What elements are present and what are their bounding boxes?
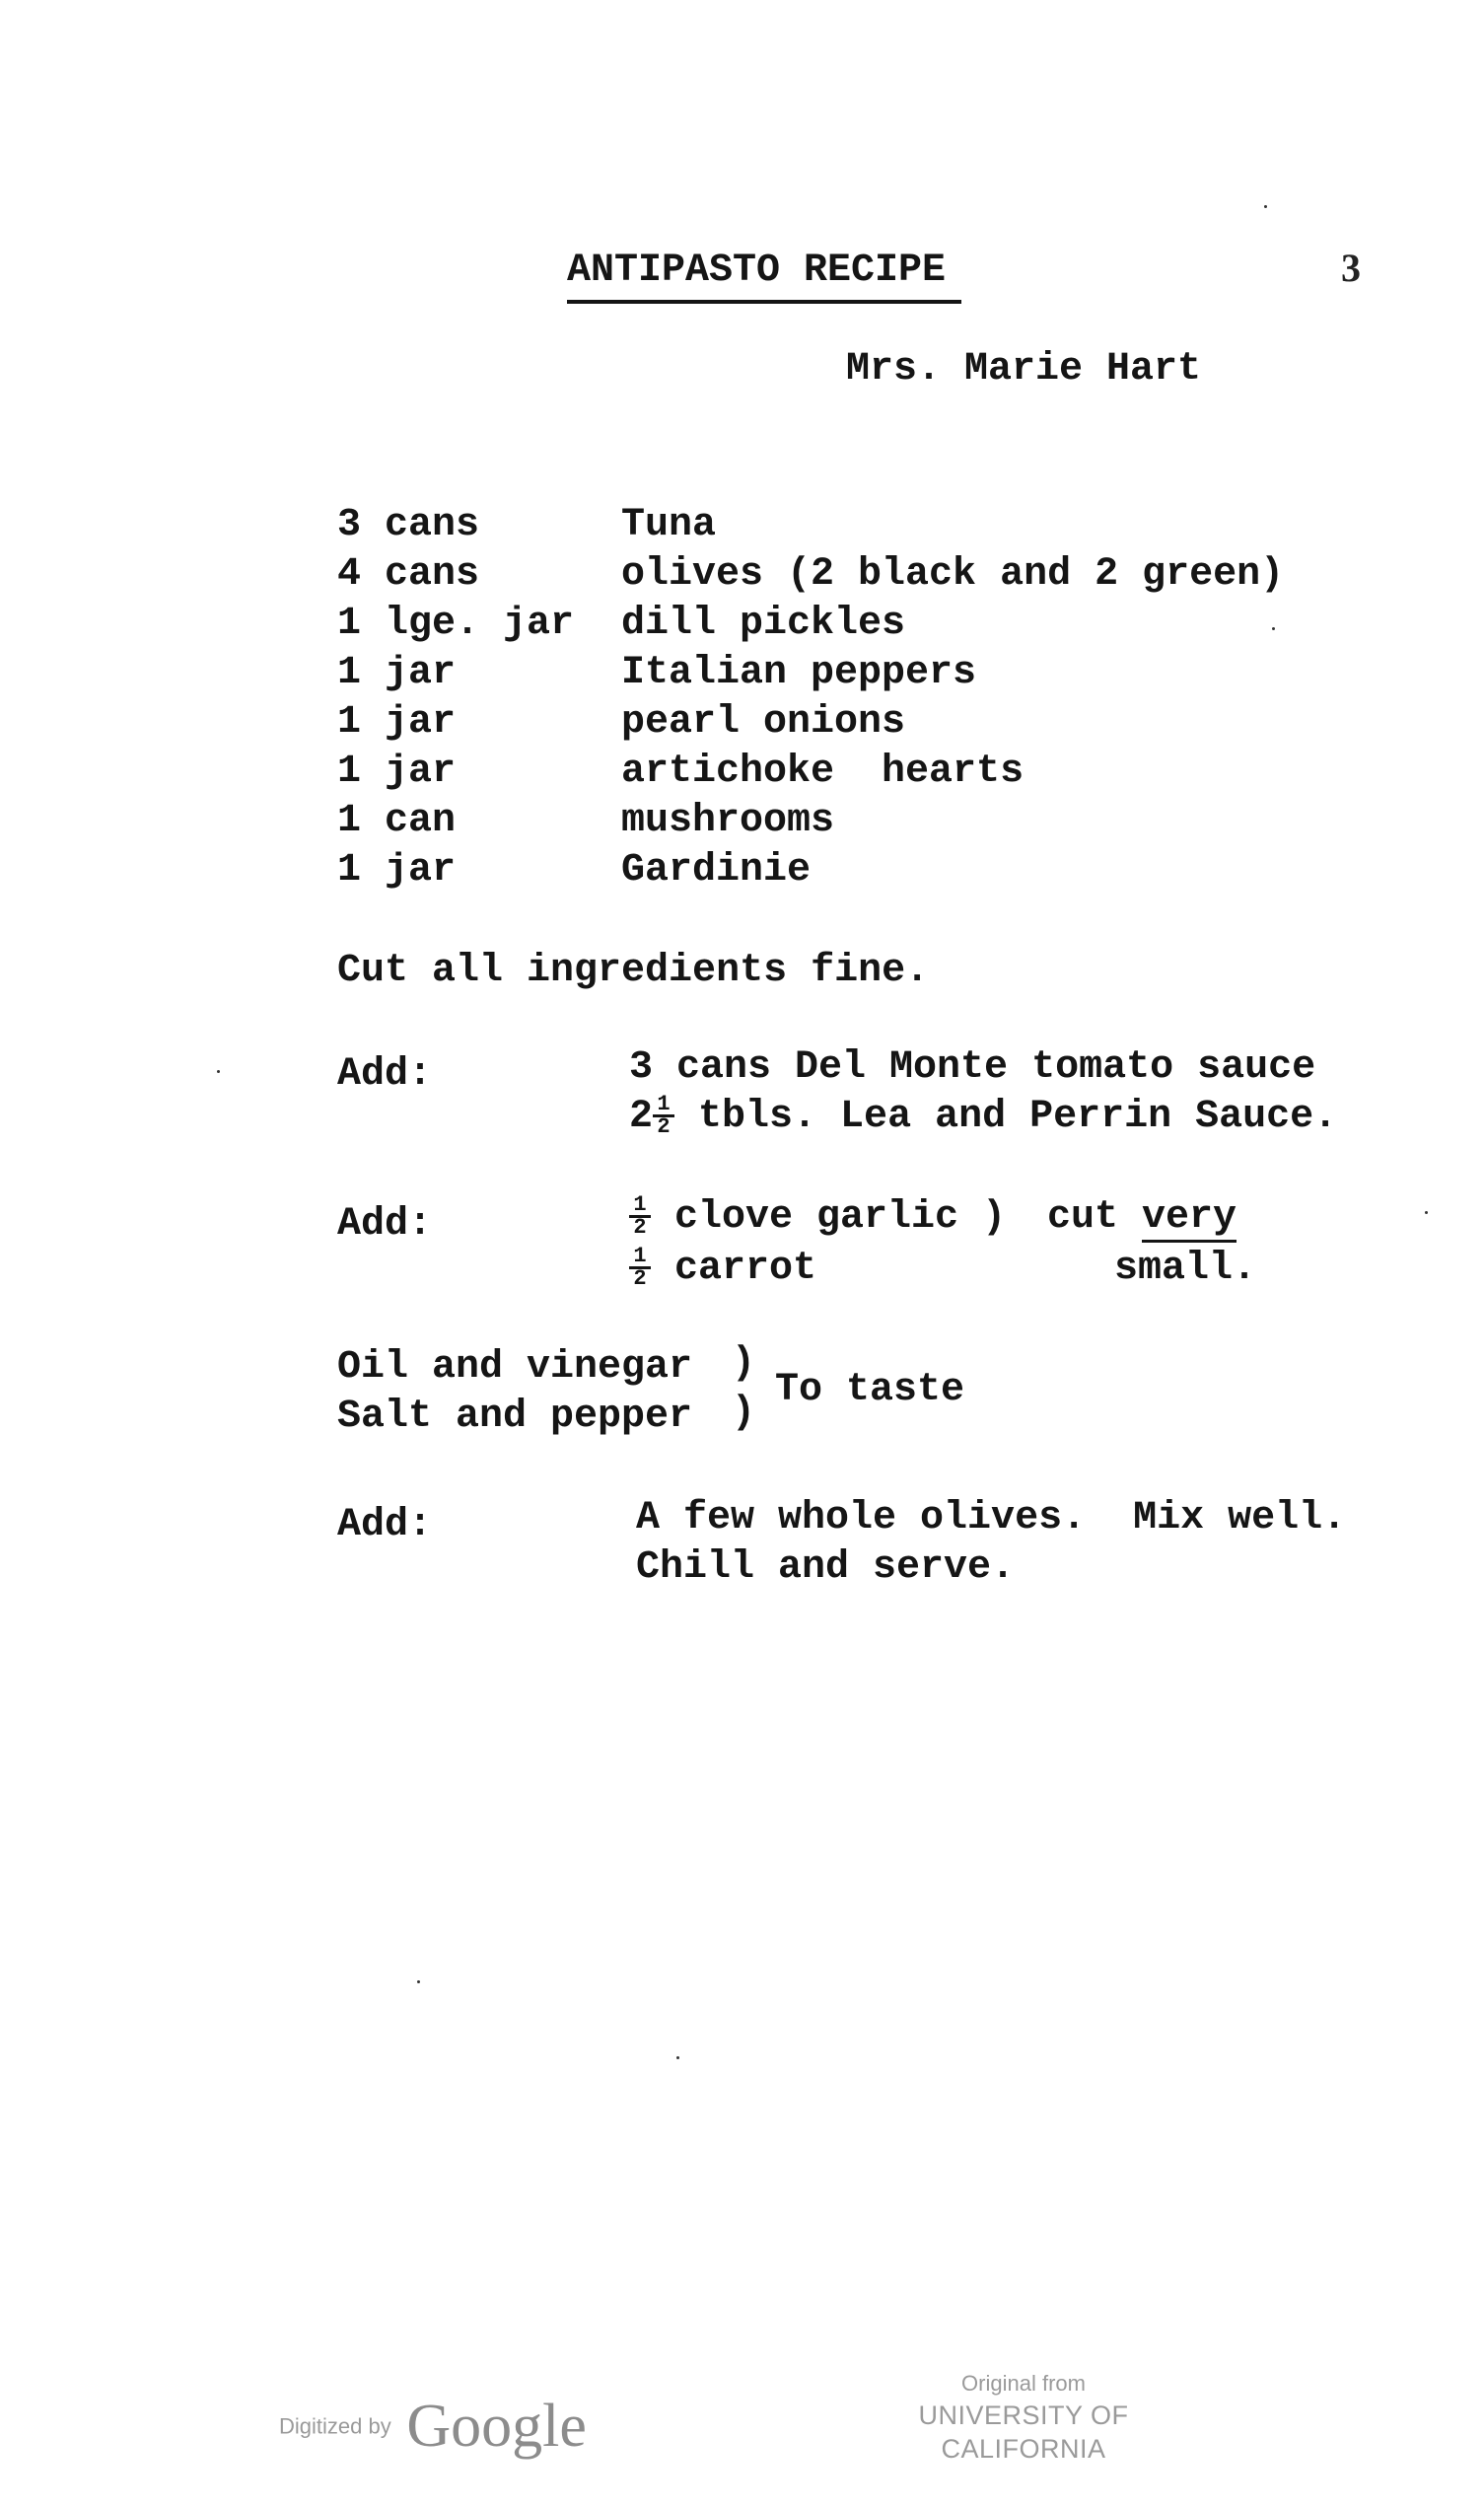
cut-word: cut <box>1047 1195 1119 1240</box>
add3-line1: A few whole olives. Mix well. <box>636 1496 1347 1540</box>
recipe-title: ANTIPASTO RECIPE <box>567 249 947 293</box>
ingredient-qty: 1 lge. jar <box>337 602 575 646</box>
scan-speck <box>417 1980 420 1983</box>
ingredient-row <box>0 748 1484 797</box>
garlic-item: clove garlic <box>674 1195 959 1240</box>
ingredient-row <box>0 550 1484 600</box>
ingredient-item: Italian peppers <box>621 651 977 695</box>
fraction-denominator: 2 <box>657 1113 671 1139</box>
taste-line2: Salt and pepper <box>337 1395 693 1439</box>
ingredient-row <box>0 501 1484 550</box>
original-from-text: Original from <box>961 2371 1086 2396</box>
add1-line2 <box>629 1093 1337 1142</box>
ingredient-qty: 1 jar <box>337 750 457 794</box>
add1-whole: 2 <box>629 1095 654 1139</box>
taste-paren: ) <box>732 1341 756 1386</box>
scan-speck <box>1425 1211 1428 1214</box>
title-underline <box>567 300 961 304</box>
ingredient-item: olives (2 black and 2 green) <box>621 552 1285 597</box>
ingredient-item: Gardinie <box>621 848 812 893</box>
ingredient-item: pearl onions <box>621 700 906 745</box>
fraction-denominator: 2 <box>633 1265 647 1291</box>
fraction <box>653 1091 674 1139</box>
ingredient-qty: 1 jar <box>337 651 457 695</box>
digitized-by-text: Digitized by <box>279 2413 391 2439</box>
ingredient-item: dill pickles <box>621 602 906 646</box>
ingredient-row <box>0 698 1484 748</box>
ingredient-qty: 1 jar <box>337 848 457 893</box>
add-label: Add: <box>337 1052 433 1097</box>
fraction-numerator: 1 <box>653 1095 674 1117</box>
taste-paren: ) <box>732 1391 756 1435</box>
very-word: very <box>1142 1195 1237 1243</box>
ingredient-row <box>0 797 1484 846</box>
cut-instruction <box>1047 1193 1237 1243</box>
google-logo: Google <box>406 2393 587 2460</box>
garlic-paren: ) <box>982 1195 1007 1240</box>
ingredient-row <box>0 649 1484 698</box>
digitized-by-watermark <box>279 2392 587 2462</box>
add2-line1 <box>629 1193 1006 1243</box>
ingredient-item: mushrooms <box>621 799 835 843</box>
instruction-cut: Cut all ingredients fine. <box>337 949 930 993</box>
scan-speck <box>217 1070 220 1073</box>
recipe-author: Mrs. Marie Hart <box>846 347 1202 392</box>
fraction-numerator: 1 <box>629 1195 651 1218</box>
ingredient-qty: 4 cans <box>337 552 480 597</box>
scan-speck <box>1264 205 1267 208</box>
institution-text: UNIVERSITY OF CALIFORNIA <box>918 2400 1129 2464</box>
add-label: Add: <box>337 1503 433 1547</box>
ingredient-qty: 1 jar <box>337 700 457 745</box>
ingredient-qty: 3 cans <box>337 503 480 547</box>
fraction-numerator: 1 <box>629 1247 651 1269</box>
add1-line1: 3 cans Del Monte tomato sauce <box>629 1045 1316 1090</box>
carrot-item: carrot <box>674 1247 817 1291</box>
fraction <box>629 1191 651 1240</box>
ingredient-item: artichoke hearts <box>621 750 1025 794</box>
fraction <box>629 1243 651 1291</box>
ingredient-row <box>0 600 1484 649</box>
small-word: small. <box>1114 1247 1257 1291</box>
page-number: 3 <box>1341 246 1361 290</box>
scan-speck <box>1272 627 1275 630</box>
add2-line2 <box>629 1245 816 1294</box>
add3-line2: Chill and serve. <box>636 1545 1016 1590</box>
taste-line1: Oil and vinegar <box>337 1345 693 1390</box>
add1-rest: tbls. Lea and Perrin Sauce. <box>698 1095 1338 1139</box>
ingredient-item: Tuna <box>621 503 717 547</box>
scan-speck <box>676 2056 679 2059</box>
taste-label: To taste <box>775 1368 965 1412</box>
ingredient-qty: 1 can <box>337 799 457 843</box>
fraction-denominator: 2 <box>633 1214 647 1240</box>
add-label: Add: <box>337 1202 433 1247</box>
ingredient-row <box>0 846 1484 895</box>
original-from-watermark <box>846 2369 1201 2466</box>
